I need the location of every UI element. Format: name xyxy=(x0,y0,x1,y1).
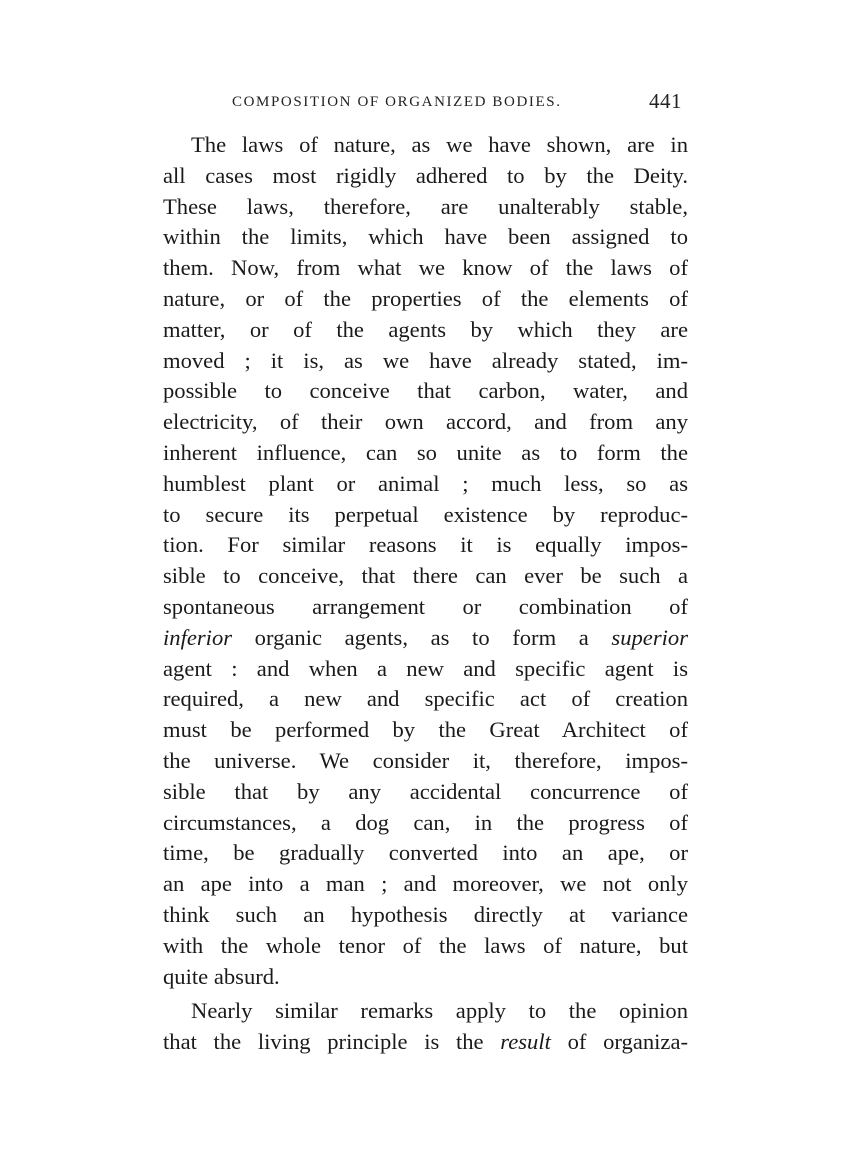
body-text xyxy=(163,130,688,1058)
text-line: Nearly similar remarks apply to the opinion xyxy=(191,998,688,1024)
text-line: within the limits, which have been assigned to xyxy=(163,224,688,250)
text-line: them. Now, from what we know of the laws of xyxy=(163,255,688,281)
text-line: agent : and when a new and specific agent is xyxy=(163,655,688,681)
text-line: an ape into a man ; and moreover, we not only xyxy=(163,871,688,897)
text-line: that the living principle is the result of organiza- xyxy=(163,1029,688,1055)
text-line: must be performed by the Great Architect of xyxy=(163,717,688,743)
running-head xyxy=(232,90,682,118)
paragraph xyxy=(163,130,688,992)
text-line: required, a new and specific act of creation xyxy=(163,686,688,712)
page-number: 441 xyxy=(649,89,682,113)
text-line: with the whole tenor of the laws of nature, but xyxy=(163,932,688,958)
text-line: electricity, of their own accord, and from any xyxy=(163,409,688,435)
running-title: COMPOSITION OF ORGANIZED BODIES. xyxy=(232,94,562,110)
text-line: nature, or of the properties of the elements of xyxy=(163,285,688,311)
text-line: circumstances, a dog can, in the progress of xyxy=(163,809,688,835)
text-line: matter, or of the agents by which they are xyxy=(163,316,688,342)
text-line: time, be gradually converted into an ape, or xyxy=(163,840,688,866)
italic-word: inferior xyxy=(163,624,233,650)
text-line: all cases most rigidly adhered to by the Deity. xyxy=(163,162,688,188)
text-line: inherent influence, can so unite as to form the xyxy=(163,439,688,465)
text-line: sible that by any accidental concurrence of xyxy=(163,778,688,804)
italic-word: result xyxy=(500,1029,551,1055)
paragraph xyxy=(163,996,688,1058)
text-line: to secure its perpetual existence by reproduc- xyxy=(163,501,688,527)
italic-word: superior xyxy=(611,624,688,650)
text-line: the universe. We consider it, therefore, impos- xyxy=(163,747,688,773)
text-line: humblest plant or animal ; much less, so as xyxy=(163,470,688,496)
text-line: moved ; it is, as we have already stated, im- xyxy=(163,347,688,373)
text-line: tion. For similar reasons it is equally impos- xyxy=(163,532,688,558)
text-line: spontaneous arrangement or combination of xyxy=(163,593,688,619)
text-line: These laws, therefore, are unalterably stable, xyxy=(163,193,688,219)
text-line: possible to conceive that carbon, water, and xyxy=(163,378,688,404)
text-line: inferior organic agents, as to form a superior xyxy=(163,624,688,650)
text-line: The laws of nature, as we have shown, are in xyxy=(191,132,688,157)
text-line: quite absurd. xyxy=(163,963,280,989)
text-line: think such an hypothesis directly at variance xyxy=(163,901,688,927)
text-line: sible to conceive, that there can ever be such a xyxy=(163,563,688,589)
